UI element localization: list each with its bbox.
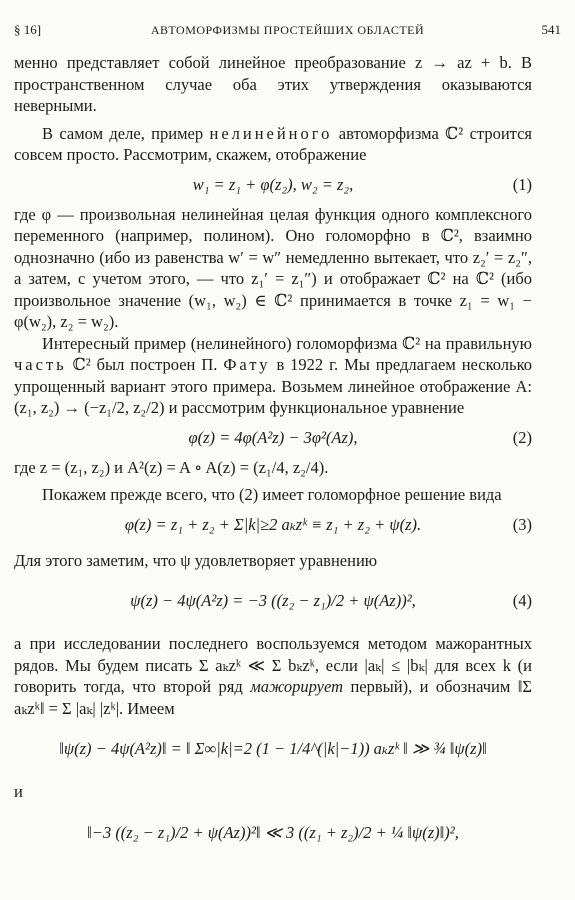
equation-2 [14,427,532,449]
equation-5-body: ‖ψ(z) − 4ψ(A²z)‖ = ‖ Σ∞|k|=2 (1 − 1/4^(|k|−1)) aₖzᵏ ‖ ≫ ¾ ‖ψ(z)‖ [59,739,487,758]
paragraph-4-text-c: ℂ² был построен П. [66,355,224,374]
paragraph-3: где φ — произвольная нелинейная целая функция одного комплексного переменного (например, полином). Оно голоморфно в ℂ², взаимно однозначно (ибо из равенства w′ = w″ немедленно вытекает, что z₂′ = z₂″, а затем, с учетом этого, — что z₁′ = z₁″) и отображает ℂ² на ℂ² (ибо произвольное значение (w₁, w₂) ∈ ℂ² принимается в точке z₁ = w₁ − φ(w₂), z₂ = w₂). [14,204,532,331]
equation-4-body: ψ(z) − 4ψ(A²z) = −3 ((z₂ − z₁)/2 + ψ(Az))², [130,591,416,610]
page-body [14,52,532,865]
section-ref: § 16] [14,22,42,37]
paragraph-4-author: Фату [223,355,271,374]
paragraph-2-text-a: В самом деле, пример [42,123,210,143]
paragraph-2 [14,123,532,166]
equation-1 [14,174,532,196]
paragraph-8-text-c: первый), и обозначим ‖Σ aₖzᵏ‖ = Σ |aₖ| |zᵏ|. Имеем [14,677,532,718]
paragraph-2-text-c: автоморфизма ℂ² строится совсем просто. Рассмотрим, скажем, отображение [14,123,532,164]
paragraph-4-text-e: в 1922 г. Мы предлагаем несколько упрощенный вариант этого примера. Возьмем линейное отображение A: (z₁, z₂) → (−z₁/2, z₂/2) и рассмотрим функциональное уравнение [14,355,532,417]
page-number: 541 [541,22,561,37]
equation-3-body: φ(z) = z₁ + z₂ + Σ|k|≥2 aₖzᵏ ≡ z₁ + z₂ + ψ(z). [124,514,422,534]
equation-6-body: ‖−3 ((z₂ − z₁)/2 + ψ(Az))²‖ ≪ 3 ((z₁ + z₂)/2 + ¼ ‖ψ(z)‖)², [87,822,459,842]
equation-6 [14,811,532,857]
equation-5 [14,727,532,773]
equation-1-number: (1) [512,174,532,194]
equation-4 [14,579,532,625]
paragraph-8-text-a: а при исследовании последнего воспользуемся методом мажорантных рядов. Мы будем писать Σ aₖzᵏ ≪ Σ bₖzᵏ, если |aₖ| ≤ |bₖ| для всех k (и говорить тогда, что второй ряд [14,634,532,696]
equation-2-body: φ(z) = 4φ(A²z) − 3φ²(Az), [188,427,358,447]
equation-3-number: (3) [512,514,532,534]
page-header [14,22,561,42]
conjunction: и [14,782,23,801]
paragraph-1: менно представляет собой линейное преобразование z → az + b. В пространственном случае оба этих утверждения оказываются неверными. [14,53,532,115]
equation-1-body: w₁ = z₁ + φ(z₂), w₂ = z₂, [192,174,354,194]
equation-3 [14,514,532,536]
equation-4-number: (4) [512,591,532,610]
paragraph-7: Для этого заметим, что ψ удовлетворяет уравнению [14,550,378,570]
equation-2-number: (2) [512,427,532,447]
paragraph-4-emphasis-part: часть [14,355,67,374]
paragraph-5: где z = (z₁, z₂) и A²(z) = A ∘ A(z) = (z₁/4, z₂/4). [14,457,329,477]
paragraph-4-text-a: Интересный пример (нелинейного) голоморфизма ℂ² на правильную [42,333,532,353]
paragraph-8-italic: мажорирует [250,677,344,696]
paragraph-8 [14,633,532,719]
running-title: АВТОМОРФИЗМЫ ПРОСТЕЙШИХ ОБЛАСТЕЙ [150,23,425,37]
paragraph-2-emphasis: нелинейного [209,123,333,143]
paragraph-4 [14,333,532,419]
paragraph-6: Покажем прежде всего, что (2) имеет голоморфное решение вида [42,485,502,504]
